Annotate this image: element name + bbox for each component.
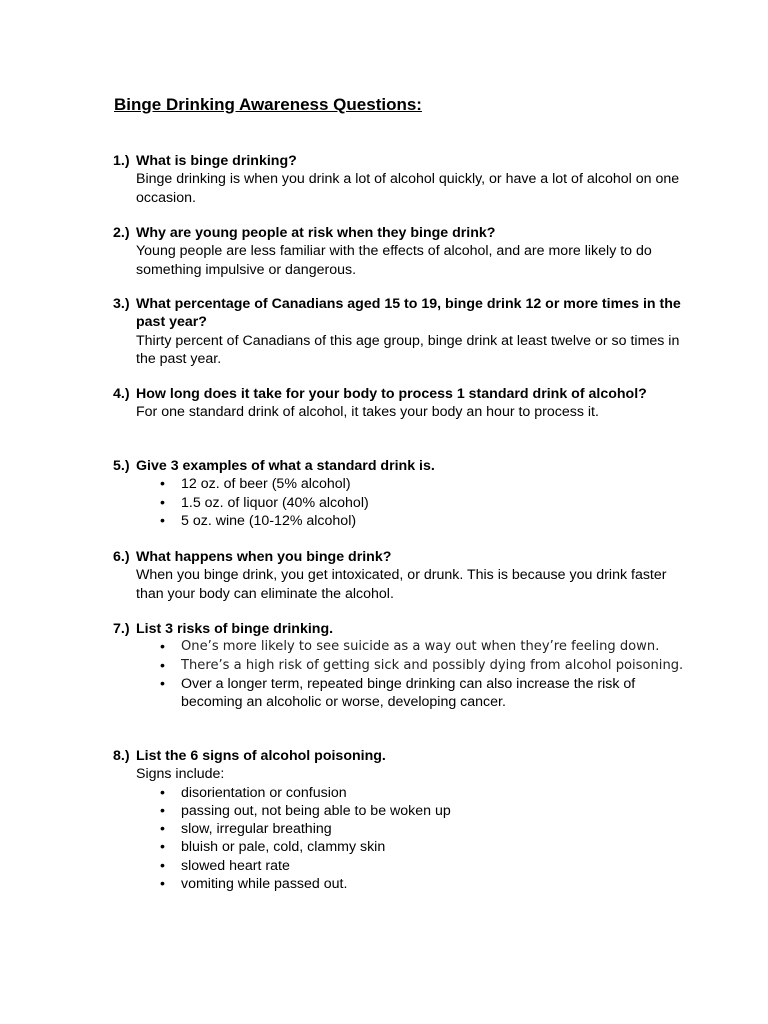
list-item [136, 802, 693, 820]
bullet-icon: • [160, 876, 165, 893]
list-item-text: passing out, not being able to be woken up [181, 802, 451, 819]
bullet-icon: • [160, 657, 165, 674]
question-number: 5.) [113, 458, 130, 474]
bullet-list [113, 475, 693, 530]
question-number: 2.) [113, 225, 130, 241]
question-block-3 [113, 295, 693, 368]
bullet-icon: • [160, 857, 165, 874]
list-item-text: bluish or pale, cold, clammy skin [181, 839, 386, 856]
question-heading [113, 747, 693, 765]
question-text: How long does it take for your body to process 1 standard drink of alcohol? [136, 386, 647, 402]
question-number: 4.) [113, 386, 130, 402]
list-item-text: 1.5 oz. of liquor (40% alcohol) [181, 494, 369, 511]
question-block-5 [113, 457, 693, 530]
list-item-text: vomiting while passed out. [181, 876, 348, 893]
bullet-icon: • [160, 476, 165, 493]
list-item [136, 875, 693, 893]
question-number: 3.) [113, 296, 130, 312]
question-heading [113, 224, 693, 242]
question-heading [113, 548, 693, 566]
bullet-icon: • [160, 512, 165, 529]
bullet-icon: • [160, 494, 165, 511]
bullet-icon: • [160, 839, 165, 856]
bullet-icon: • [160, 784, 165, 801]
question-block-1 [113, 152, 693, 207]
question-heading [113, 295, 693, 332]
list-item [136, 857, 693, 875]
list-item-text: disorientation or confusion [181, 784, 347, 801]
list-item [136, 475, 693, 493]
bullet-icon: • [160, 821, 165, 838]
question-heading [113, 620, 693, 638]
question-number: 8.) [113, 748, 130, 764]
bullet-icon: • [160, 675, 165, 692]
list-item [136, 512, 693, 530]
list-item-text: slowed heart rate [181, 857, 290, 874]
list-item-text: 5 oz. wine (10-12% alcohol) [181, 512, 357, 529]
list-item-text: slow, irregular breathing [181, 821, 332, 838]
question-text: List 3 risks of binge drinking. [136, 621, 334, 637]
question-number: 7.) [113, 621, 130, 637]
question-block-7 [113, 620, 693, 711]
list-item [136, 784, 693, 802]
question-text: What is binge drinking? [136, 153, 297, 169]
answer-text: Thirty percent of Canadians of this age group, binge drink at least twelve or so times in the past year. [136, 332, 680, 367]
page-title: Binge Drinking Awareness Questions: [114, 95, 422, 114]
question-block-4 [113, 385, 693, 422]
bullet-list [113, 784, 693, 894]
answer-text: For one standard drink of alcohol, it takes your body an hour to process it. [136, 404, 599, 421]
question-heading [113, 385, 693, 403]
question-block-2 [113, 224, 693, 279]
question-number: 6.) [113, 549, 130, 565]
bullet-icon: • [160, 639, 165, 656]
question-text: What happens when you binge drink? [136, 549, 392, 565]
question-block-8 [113, 747, 693, 893]
answer-text: When you binge drink, you get intoxicated, or drunk. This is because you drink faster than your body can eliminate the alcohol. [136, 567, 667, 602]
question-text: What percentage of Canadians aged 15 to 19, binge drink 12 or more times in the past year? [136, 296, 681, 331]
list-item-text: 12 oz. of beer (5% alcohol) [181, 476, 351, 493]
list-item-text: There’s a high risk of getting sick and possibly dying from alcohol poisoning. [181, 657, 684, 673]
question-text: Why are young people at risk when they binge drink? [136, 225, 496, 241]
list-item [136, 820, 693, 838]
list-item [136, 494, 693, 512]
question-text: Give 3 examples of what a standard drink is. [136, 458, 435, 474]
question-number: 1.) [113, 153, 130, 169]
list-item [136, 638, 693, 656]
question-heading [113, 152, 693, 170]
list-item [136, 838, 693, 856]
bullet-list [113, 638, 693, 711]
list-item-text: Over a longer term, repeated binge drinking can also increase the risk of becoming an alcoholic or worse, developing cancer. [181, 675, 636, 711]
question-text: List the 6 signs of alcohol poisoning. [136, 748, 386, 764]
answer-text: Binge drinking is when you drink a lot of alcohol quickly, or have a lot of alcohol on one occasion. [136, 171, 680, 206]
list-item [136, 675, 693, 712]
answer-text: Young people are less familiar with the effects of alcohol, and are more likely to do something impulsive or dangerous. [136, 243, 652, 278]
list-item [136, 657, 693, 675]
question-heading [113, 457, 693, 475]
bullet-icon: • [160, 802, 165, 819]
answer-text: Signs include: [136, 766, 225, 783]
list-item-text: One’s more likely to see suicide as a way out when they’re feeling down. [181, 639, 660, 655]
question-block-6 [113, 548, 693, 603]
